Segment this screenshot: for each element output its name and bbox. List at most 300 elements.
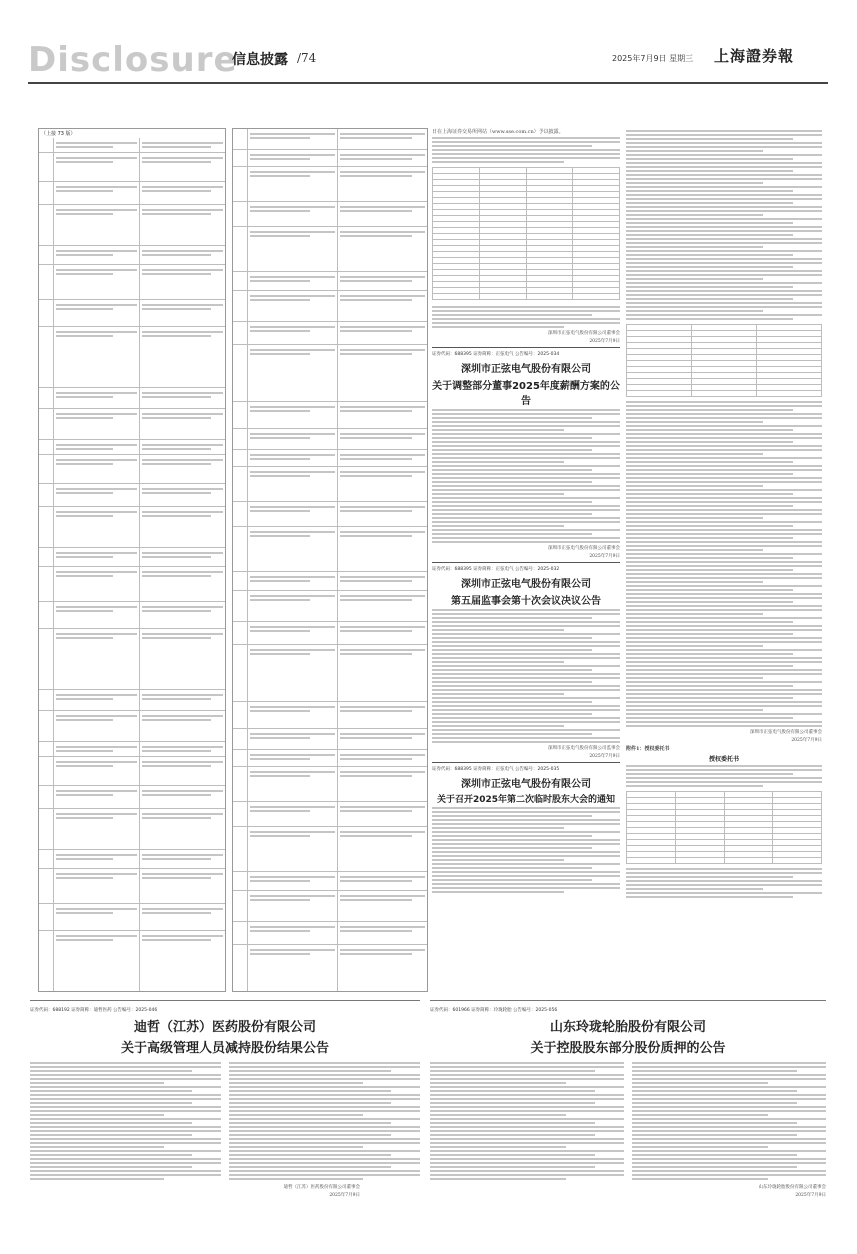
table-row xyxy=(39,850,225,869)
text-line xyxy=(626,409,793,411)
table-row xyxy=(233,502,427,527)
column-4-date: 2025年7月9日 xyxy=(791,738,822,743)
text-line xyxy=(432,713,592,715)
text-line xyxy=(626,868,822,870)
text-line xyxy=(626,421,763,423)
text-line xyxy=(626,553,822,555)
table-row xyxy=(233,922,427,945)
text-line xyxy=(626,649,822,651)
text-line xyxy=(432,867,592,869)
text-line xyxy=(632,1122,797,1124)
table-row xyxy=(39,690,225,711)
continued-label: （上接 73 版） xyxy=(41,131,76,137)
text-line xyxy=(229,1130,420,1132)
text-line xyxy=(626,202,793,204)
text-line xyxy=(432,493,564,495)
text-line xyxy=(626,617,822,619)
text-line xyxy=(430,1174,624,1176)
table-row xyxy=(39,153,225,182)
text-line xyxy=(430,1082,566,1084)
text-line xyxy=(229,1126,420,1128)
text-line xyxy=(626,290,822,292)
text-line xyxy=(632,1174,826,1176)
notice-e-date: 2025年7月9日 xyxy=(795,1193,826,1198)
text-line xyxy=(432,425,620,427)
text-line xyxy=(30,1170,221,1172)
text-line xyxy=(626,725,822,727)
text-line xyxy=(432,677,620,679)
text-line xyxy=(432,641,620,643)
notice-b-company: 深圳市正弦电气股份有限公司 xyxy=(461,579,591,590)
text-line xyxy=(30,1066,221,1068)
notice-d-signature: 迪哲（江苏）医药股份有限公司董事会 xyxy=(283,1185,360,1190)
text-line xyxy=(626,254,793,256)
text-line xyxy=(430,1154,595,1156)
column-4-signature: 深圳市正弦电气股份有限公司董事会 xyxy=(750,730,822,735)
table-row xyxy=(233,167,427,202)
proxy-title: 授权委托书 xyxy=(708,756,739,763)
text-line xyxy=(626,593,822,595)
text-line xyxy=(626,270,822,272)
text-line xyxy=(626,693,822,695)
table-row xyxy=(233,291,427,322)
table-row xyxy=(233,729,427,750)
text-line xyxy=(432,879,592,881)
text-line xyxy=(626,274,822,276)
text-line xyxy=(432,473,620,475)
table-row xyxy=(39,327,225,388)
text-line xyxy=(432,533,592,535)
text-line xyxy=(229,1174,420,1176)
text-line xyxy=(626,429,793,431)
text-line xyxy=(626,605,822,607)
text-line xyxy=(30,1106,221,1108)
text-line xyxy=(626,246,763,248)
text-line xyxy=(30,1118,221,1120)
table-row xyxy=(39,757,225,786)
text-line xyxy=(626,258,822,260)
text-line xyxy=(626,238,822,240)
text-line xyxy=(626,633,793,635)
text-line xyxy=(626,465,822,467)
text-line xyxy=(430,1130,624,1132)
text-line xyxy=(430,1126,624,1128)
text-line xyxy=(626,565,822,567)
text-line xyxy=(430,1158,624,1160)
text-line xyxy=(430,1078,624,1080)
table-row xyxy=(233,645,427,702)
notice-d-header: 证券代码：688192 证券简称：迪哲医药 公告编号：2025-046 xyxy=(30,1008,158,1013)
text-line xyxy=(30,1174,221,1176)
text-line xyxy=(432,441,620,443)
notice-b-header: 证券代码：688395 证券简称：正弦电气 公告编号：2025-032 xyxy=(432,567,560,572)
text-line xyxy=(632,1142,826,1144)
notice-a-title: 关于调整部分董事2025年度薪酬方案的公告 xyxy=(432,381,620,407)
text-line xyxy=(626,645,763,647)
text-line xyxy=(626,613,763,615)
text-line xyxy=(30,1062,221,1064)
text-line xyxy=(30,1110,221,1112)
text-line xyxy=(626,262,822,264)
text-line xyxy=(626,689,822,691)
text-line xyxy=(229,1094,420,1096)
notice-e-company: 山东玲珑轮胎股份有限公司 xyxy=(549,1020,706,1035)
text-line xyxy=(626,198,822,200)
text-line xyxy=(430,1166,595,1168)
text-line xyxy=(229,1142,420,1144)
text-line xyxy=(626,214,763,216)
column-4 xyxy=(626,128,822,990)
text-line xyxy=(626,154,822,156)
text-line xyxy=(626,713,822,715)
text-line xyxy=(626,130,822,132)
text-line xyxy=(229,1106,420,1108)
table-row xyxy=(233,622,427,645)
text-line xyxy=(626,896,793,898)
text-line xyxy=(626,286,793,288)
text-line xyxy=(626,441,793,443)
text-line xyxy=(229,1146,363,1148)
notice-e-header: 证券代码：601966 证券简称：玲珑轮胎 公告编号：2025-056 xyxy=(430,1008,558,1013)
text-line xyxy=(30,1150,221,1152)
text-line xyxy=(626,206,822,208)
text-line xyxy=(626,230,822,232)
text-line xyxy=(626,541,822,543)
text-line xyxy=(229,1074,420,1076)
text-line xyxy=(632,1158,826,1160)
table-row xyxy=(39,786,225,809)
text-line xyxy=(626,142,822,144)
text-line xyxy=(626,425,822,427)
proposal-table xyxy=(626,324,822,397)
text-line xyxy=(626,561,822,563)
text-line xyxy=(432,457,620,459)
text-line xyxy=(430,1134,595,1136)
text-line xyxy=(432,481,592,483)
page-header xyxy=(0,0,857,86)
text-line xyxy=(626,481,822,483)
text-line xyxy=(632,1098,826,1100)
text-line xyxy=(229,1134,391,1136)
text-line xyxy=(626,876,793,878)
text-line xyxy=(626,278,763,280)
text-line xyxy=(626,170,793,172)
text-line xyxy=(229,1102,391,1104)
text-line xyxy=(30,1138,221,1140)
text-line xyxy=(229,1158,420,1160)
text-line xyxy=(626,657,822,659)
text-line xyxy=(432,477,620,479)
text-line xyxy=(432,621,620,623)
text-line xyxy=(30,1166,192,1168)
table-row xyxy=(233,272,427,291)
text-line xyxy=(229,1138,420,1140)
text-line xyxy=(626,302,822,304)
text-line xyxy=(626,705,822,707)
attachment-label: 附件1：授权委托书 xyxy=(626,746,670,752)
text-line xyxy=(626,138,793,140)
text-line xyxy=(432,693,564,695)
text-line xyxy=(626,721,822,723)
text-line xyxy=(432,733,592,735)
text-line xyxy=(432,863,620,865)
signature-date: 2025年7月9日 xyxy=(589,339,620,344)
text-line xyxy=(626,673,822,675)
text-line xyxy=(430,1162,624,1164)
text-line xyxy=(626,888,763,890)
text-line xyxy=(432,509,620,511)
text-line xyxy=(626,298,793,300)
notice-b-title: 第五届监事会第十次会议决议公告 xyxy=(451,596,601,607)
text-line xyxy=(30,1130,221,1132)
text-line xyxy=(626,625,822,627)
text-line xyxy=(626,773,793,775)
text-line xyxy=(432,835,592,837)
text-line xyxy=(30,1154,192,1156)
text-line xyxy=(632,1114,768,1116)
table-row xyxy=(433,294,620,300)
text-line xyxy=(30,1146,164,1148)
text-line xyxy=(432,741,620,743)
text-line xyxy=(432,839,620,841)
text-line xyxy=(30,1086,221,1088)
notice-d-company: 迪哲（江苏）医药股份有限公司 xyxy=(133,1020,316,1035)
text-line xyxy=(229,1170,420,1172)
table-row xyxy=(39,507,225,548)
text-line xyxy=(432,629,564,631)
text-line xyxy=(626,573,822,575)
text-line xyxy=(432,613,620,615)
notice-a-company: 深圳市正弦电气股份有限公司 xyxy=(461,364,591,375)
table-row xyxy=(39,869,225,904)
text-line xyxy=(626,194,822,196)
section-title: 信息披露 xyxy=(232,52,288,68)
table-row xyxy=(39,629,225,690)
text-line xyxy=(626,222,793,224)
notice-b-signature: 深圳市正弦电气股份有限公司监事会 xyxy=(548,746,620,751)
notice-d xyxy=(30,1000,420,1241)
text-line xyxy=(626,685,793,687)
text-line xyxy=(626,178,822,180)
text-line xyxy=(432,649,592,651)
table-row xyxy=(39,409,225,440)
text-line xyxy=(430,1146,566,1148)
text-line xyxy=(30,1122,192,1124)
text-line xyxy=(430,1142,624,1144)
text-line xyxy=(626,621,793,623)
text-line xyxy=(229,1070,391,1072)
table-row xyxy=(39,246,225,265)
text-line xyxy=(626,485,763,487)
table-row xyxy=(233,467,427,502)
text-line xyxy=(30,1094,221,1096)
text-line xyxy=(626,401,822,403)
text-line xyxy=(430,1070,595,1072)
text-line xyxy=(626,765,822,767)
text-line xyxy=(632,1070,797,1072)
text-line xyxy=(632,1110,826,1112)
text-line xyxy=(626,477,822,479)
text-line xyxy=(632,1102,797,1104)
text-line xyxy=(432,709,620,711)
text-line xyxy=(432,429,564,431)
text-line xyxy=(632,1086,826,1088)
text-line xyxy=(229,1166,391,1168)
text-line xyxy=(30,1114,164,1116)
text-line xyxy=(626,473,793,475)
text-line xyxy=(432,501,592,503)
text-line xyxy=(626,210,822,212)
text-line xyxy=(626,701,822,703)
table-row xyxy=(233,827,427,872)
text-line xyxy=(626,629,822,631)
notice-e xyxy=(430,1000,826,1241)
text-line xyxy=(626,525,793,527)
text-line xyxy=(432,657,620,659)
text-line xyxy=(432,665,620,667)
text-line xyxy=(430,1178,566,1180)
text-line xyxy=(626,509,822,511)
text-line xyxy=(30,1142,221,1144)
table-row xyxy=(39,711,225,742)
text-line xyxy=(632,1074,826,1076)
text-line xyxy=(626,549,763,551)
text-line xyxy=(626,505,793,507)
text-line xyxy=(626,218,822,220)
text-line xyxy=(626,717,793,719)
text-line xyxy=(432,859,564,861)
text-line xyxy=(30,1082,164,1084)
text-line xyxy=(626,158,793,160)
text-line xyxy=(632,1162,826,1164)
text-line xyxy=(632,1126,826,1128)
text-line xyxy=(432,851,620,853)
text-line xyxy=(626,677,763,679)
table-row xyxy=(233,402,427,429)
text-line xyxy=(626,234,793,236)
text-line xyxy=(432,807,620,809)
text-line xyxy=(626,609,822,611)
table-row xyxy=(233,527,427,572)
table-row xyxy=(233,450,427,467)
text-line xyxy=(626,226,822,228)
table-row xyxy=(39,388,225,409)
text-line xyxy=(430,1102,595,1104)
text-line xyxy=(626,314,822,316)
text-line xyxy=(626,777,822,779)
text-line xyxy=(626,669,822,671)
text-line xyxy=(30,1074,221,1076)
brand-logo: Disclosure xyxy=(28,40,238,80)
text-line xyxy=(626,581,763,583)
text-line xyxy=(432,737,620,739)
text-line xyxy=(626,318,793,320)
text-line xyxy=(626,461,793,463)
text-line xyxy=(632,1118,826,1120)
text-line xyxy=(626,282,822,284)
text-line xyxy=(626,497,822,499)
table-row xyxy=(39,931,225,992)
signature-company: 深圳市正弦电气股份有限公司董事会 xyxy=(548,331,620,336)
text-line xyxy=(229,1122,391,1124)
text-line xyxy=(30,1178,164,1180)
text-line xyxy=(432,633,620,635)
table-row xyxy=(233,767,427,802)
table-row xyxy=(233,702,427,729)
text-line xyxy=(229,1118,420,1120)
notice-a-date: 2025年7月9日 xyxy=(589,554,620,559)
text-line xyxy=(229,1098,420,1100)
text-line xyxy=(30,1098,221,1100)
text-line xyxy=(229,1110,420,1112)
text-line xyxy=(432,465,620,467)
text-line xyxy=(432,461,564,463)
governance-table xyxy=(432,167,620,300)
text-line xyxy=(432,413,620,415)
text-line xyxy=(229,1086,420,1088)
text-line xyxy=(30,1090,192,1092)
text-line xyxy=(229,1066,420,1068)
text-line xyxy=(432,485,620,487)
text-line xyxy=(626,449,822,451)
text-line xyxy=(432,843,620,845)
text-line xyxy=(432,725,564,727)
text-line xyxy=(626,521,822,523)
text-line xyxy=(632,1150,826,1152)
notice-a-header: 证券代码：688395 证券简称：正弦电气 公告编号：2025-034 xyxy=(432,352,560,357)
table-row xyxy=(233,572,427,591)
text-line xyxy=(626,186,822,188)
text-line xyxy=(626,880,822,882)
text-line xyxy=(432,685,620,687)
text-line xyxy=(626,557,793,559)
dateline: 2025年7月9日 星期三 xyxy=(612,54,694,63)
text-line xyxy=(432,847,592,849)
text-line xyxy=(229,1114,363,1116)
column-1-table xyxy=(38,128,226,992)
text-line xyxy=(432,823,620,825)
text-line xyxy=(632,1134,797,1136)
text-line xyxy=(432,721,620,723)
text-line xyxy=(432,409,620,411)
text-line xyxy=(626,146,822,148)
page-number: /74 xyxy=(297,51,317,65)
text-line xyxy=(229,1082,363,1084)
notice-d-title: 关于高级管理人员减持股份结果公告 xyxy=(120,1041,329,1056)
text-line xyxy=(430,1062,624,1064)
text-line xyxy=(626,457,822,459)
text-line xyxy=(432,717,620,719)
text-line xyxy=(432,831,620,833)
text-line xyxy=(30,1078,221,1080)
text-line xyxy=(626,174,822,176)
table-row xyxy=(233,891,427,922)
table-row xyxy=(39,567,225,602)
text-line xyxy=(626,469,822,471)
table-row xyxy=(39,742,225,757)
text-line xyxy=(626,310,763,312)
text-line xyxy=(632,1166,797,1168)
text-line xyxy=(626,637,822,639)
text-line xyxy=(626,681,822,683)
text-line xyxy=(632,1066,826,1068)
text-line xyxy=(30,1158,221,1160)
table-row xyxy=(39,182,225,205)
notice-b-date: 2025年7月9日 xyxy=(589,754,620,759)
table-row xyxy=(39,602,225,629)
header-rule xyxy=(28,82,828,84)
text-line xyxy=(632,1146,768,1148)
